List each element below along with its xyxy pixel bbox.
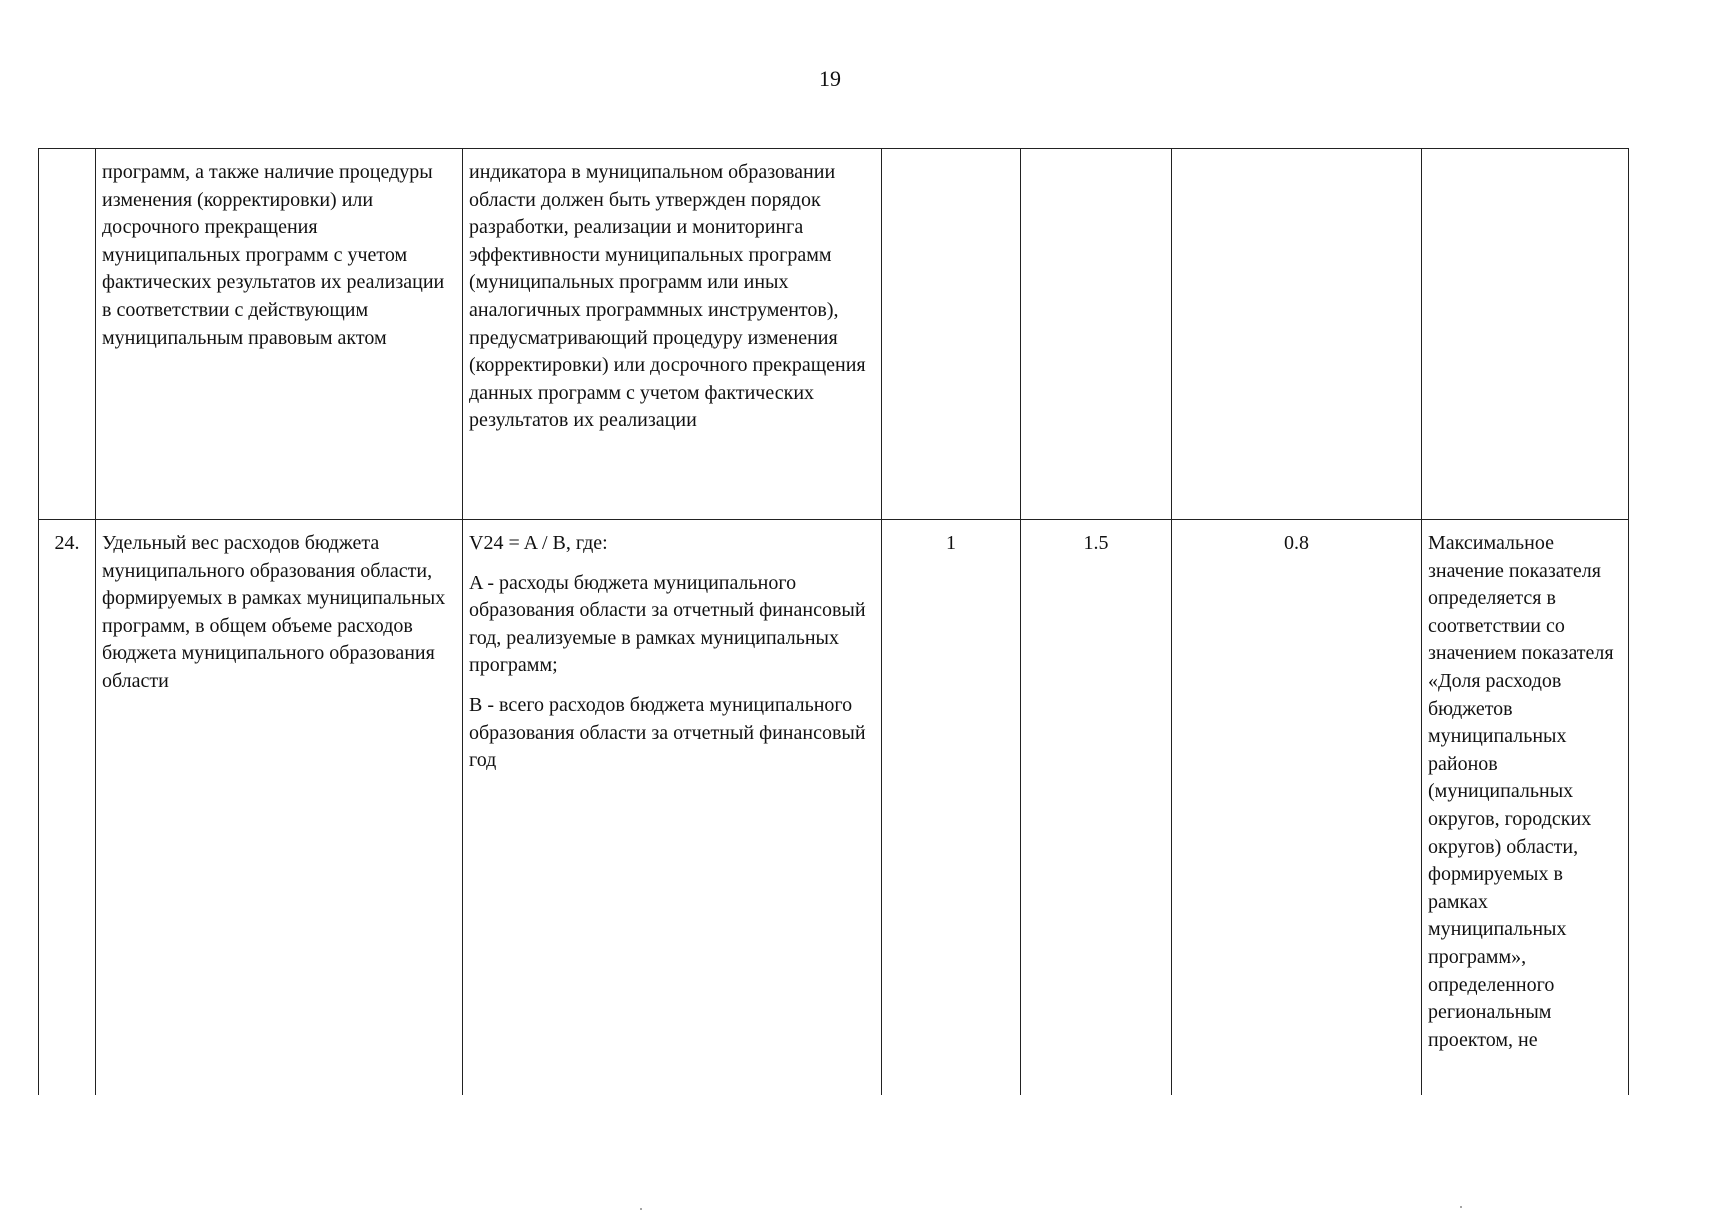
row-number: 24. <box>39 520 96 1096</box>
value-3-cell <box>1172 149 1422 520</box>
note-cell: Максимальное значение показателя определяется в соответствии со значением показателя «Доля расходов бюджетов муниципальных районов (муниципальных округов, городских округов) области, формируемых в рамках муниципальных программ», определенного региональным проектом, не <box>1422 520 1629 1096</box>
value-2-cell: 1.5 <box>1021 520 1172 1096</box>
indicators-table <box>38 148 1629 1095</box>
table-row <box>39 149 1629 520</box>
formula-text: V24 = A / B, где: <box>469 532 608 554</box>
value-1-cell: 1 <box>882 520 1021 1096</box>
indicator-cell: Удельный вес расходов бюджета муниципального образования области, формируемых в рамках муниципальных программ, в общем объеме расходов бюджета муниципального образования области <box>96 520 463 1096</box>
method-cell <box>463 149 882 520</box>
formula-def-b: B - всего расходов бюджета муниципального образования области за отчетный финансовый год <box>469 693 866 772</box>
method-text: индикатора в муниципальном образовании области должен быть утвержден порядок разработки, реализации и мониторинга эффективности муниципальных программ (муниципальных программ или иных аналогичных программных инструментов), предусматривающий процедуру изменения (корректировки) или досрочного прекращения данных программ с учетом фактических результатов их реализации <box>469 161 866 432</box>
scan-speck <box>1460 1206 1462 1208</box>
row-number <box>39 149 96 520</box>
value-3-cell: 0.8 <box>1172 520 1422 1096</box>
indicator-cell: программ, а также наличие процедуры изменения (корректировки) или досрочного прекращения муниципальных программ с учетом фактических результатов их реализации в соответствии с действующим муниципальным правовым актом <box>96 149 463 520</box>
value-1-cell <box>882 149 1021 520</box>
formula-def-a: A - расходы бюджета муниципального образования области за отчетный финансовый год, реализуемые в рамках муниципальных программ; <box>469 571 866 677</box>
value-2-cell <box>1021 149 1172 520</box>
note-cell <box>1422 149 1629 520</box>
method-cell <box>463 520 882 1096</box>
page-number: 19 <box>819 66 841 91</box>
table-row <box>39 520 1629 1096</box>
